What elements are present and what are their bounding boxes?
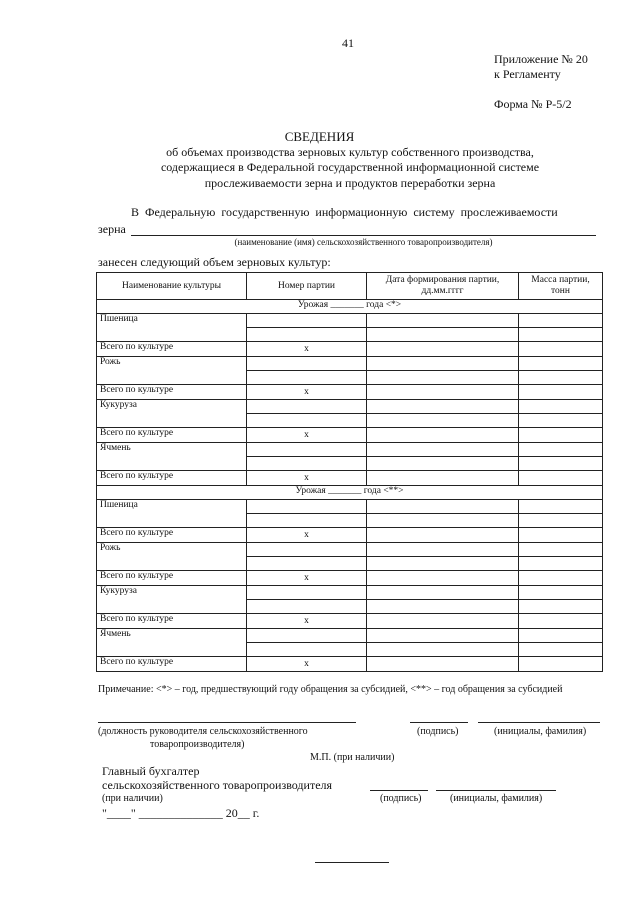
mass-cell[interactable] (519, 428, 603, 443)
appendix-line1: Приложение № 20 (494, 52, 588, 66)
col-header-crop: Наименование культуры (97, 273, 247, 300)
date-cell[interactable] (367, 557, 519, 571)
total-row (97, 528, 603, 543)
crop-name: Кукуруза (97, 400, 247, 428)
accountant-caption: (при наличии) (102, 793, 163, 804)
producer-name-caption: (наименование (имя) сельскохозяйственного товаропроизводителя) (234, 237, 493, 247)
col-header-mass: Масса партии, тонн (519, 273, 603, 300)
table-row (97, 629, 603, 643)
batch-cell[interactable] (247, 371, 367, 385)
total-mark: x (247, 385, 367, 400)
date-cell[interactable] (367, 342, 519, 357)
date-cell[interactable] (367, 528, 519, 543)
mass-cell[interactable] (519, 328, 603, 342)
col-header-date: Дата формирования партии, дд.мм.гггг (367, 273, 519, 300)
accountant-line2: сельскохозяйственного товаропроизводителя (102, 778, 333, 792)
total-mark: x (247, 342, 367, 357)
appendix-line2: к Регламенту (494, 67, 561, 81)
grain-volume-table (96, 272, 603, 672)
mass-cell[interactable] (519, 414, 603, 428)
crop-name: Ячмень (97, 629, 247, 657)
accountant-initials-field[interactable] (436, 790, 556, 791)
total-row (97, 571, 603, 586)
intro-line2-prefix: зерна (98, 222, 126, 236)
crop-name: Кукуруза (97, 586, 247, 614)
batch-cell[interactable] (247, 557, 367, 571)
batch-cell[interactable] (247, 457, 367, 471)
table-row (97, 357, 603, 371)
footnote: Примечание: <*> – год, предшествующий году обращения за субсидией, <**> – год обращения за субсидией (98, 684, 563, 695)
batch-cell[interactable] (247, 500, 367, 514)
page-number: 41 (342, 36, 354, 50)
total-label: Всего по культуре (97, 657, 247, 672)
total-label: Всего по культуре (97, 385, 247, 400)
mass-cell[interactable] (519, 500, 603, 514)
mass-cell[interactable] (519, 586, 603, 600)
batch-cell[interactable] (247, 543, 367, 557)
date-cell[interactable] (367, 586, 519, 600)
form-number: Форма № Р-5/2 (494, 97, 572, 111)
col-header-batch: Номер партии (247, 273, 367, 300)
year1-row (97, 300, 603, 314)
total-mark: x (247, 428, 367, 443)
table-header-row (97, 273, 603, 300)
date-cell[interactable] (367, 371, 519, 385)
date-cell[interactable] (367, 614, 519, 629)
date-cell[interactable] (367, 571, 519, 586)
date-cell[interactable] (367, 643, 519, 657)
date-cell[interactable] (367, 471, 519, 486)
total-mark: x (247, 657, 367, 672)
accountant-signature-caption: (подпись) (380, 793, 422, 804)
batch-cell[interactable] (247, 443, 367, 457)
mass-cell[interactable] (519, 514, 603, 528)
batch-cell[interactable] (247, 586, 367, 600)
total-label: Всего по культуре (97, 528, 247, 543)
producer-name-field[interactable] (131, 235, 596, 236)
title-line1: об объемах производства зерновых культур собственного производства, (166, 145, 534, 159)
date-cell[interactable] (367, 414, 519, 428)
head-initials-field[interactable] (478, 722, 600, 723)
total-label: Всего по культуре (97, 471, 247, 486)
total-row (97, 657, 603, 672)
table-row (97, 443, 603, 457)
table-row (97, 500, 603, 514)
head-caption-2: товаропроизводителя) (150, 739, 245, 750)
bottom-divider (315, 862, 389, 863)
mass-cell[interactable] (519, 457, 603, 471)
date-cell[interactable] (367, 629, 519, 643)
table-row (97, 314, 603, 328)
title-line2: содержащиеся в Федеральной государственной информационной системе (160, 160, 540, 174)
year1-label: Урожая _______ года <*> (97, 300, 603, 314)
date-cell[interactable] (367, 385, 519, 400)
year2-label: Урожая _______ года <**> (97, 486, 603, 500)
date-cell[interactable] (367, 514, 519, 528)
batch-cell[interactable] (247, 514, 367, 528)
intro-line1: В Федеральную государственную информационную систему прослеживаемости (131, 205, 558, 219)
mass-cell[interactable] (519, 400, 603, 414)
crop-name: Пшеница (97, 314, 247, 342)
accountant-signature-field[interactable] (370, 790, 428, 791)
date-cell[interactable] (367, 400, 519, 414)
table-row (97, 586, 603, 600)
batch-cell[interactable] (247, 400, 367, 414)
mass-cell[interactable] (519, 371, 603, 385)
mass-cell[interactable] (519, 557, 603, 571)
mass-cell[interactable] (519, 629, 603, 643)
total-row (97, 385, 603, 400)
mass-cell[interactable] (519, 314, 603, 328)
crop-name: Рожь (97, 543, 247, 571)
mass-cell[interactable] (519, 528, 603, 543)
date-cell[interactable] (367, 314, 519, 328)
mass-cell[interactable] (519, 600, 603, 614)
crop-name: Ячмень (97, 443, 247, 471)
date-cell[interactable] (367, 428, 519, 443)
batch-cell[interactable] (247, 600, 367, 614)
date-line[interactable]: "____" ______________ 20__ г. (102, 806, 260, 820)
total-label: Всего по культуре (97, 571, 247, 586)
batch-cell[interactable] (247, 414, 367, 428)
mass-cell[interactable] (519, 657, 603, 672)
date-cell[interactable] (367, 543, 519, 557)
date-cell[interactable] (367, 600, 519, 614)
mass-cell[interactable] (519, 443, 603, 457)
table-row (97, 543, 603, 557)
date-cell[interactable] (367, 357, 519, 371)
head-initials-caption: (инициалы, фамилия) (494, 726, 587, 737)
mass-cell[interactable] (519, 385, 603, 400)
total-mark: x (247, 471, 367, 486)
date-cell[interactable] (367, 500, 519, 514)
crop-name: Пшеница (97, 500, 247, 528)
batch-cell[interactable] (247, 314, 367, 328)
stamp-label: М.П. (при наличии) (310, 752, 395, 763)
total-row (97, 614, 603, 629)
mass-cell[interactable] (519, 543, 603, 557)
total-label: Всего по культуре (97, 614, 247, 629)
total-mark: x (247, 571, 367, 586)
head-signature-field[interactable] (410, 722, 468, 723)
head-signature-caption: (подпись) (417, 726, 459, 737)
mass-cell[interactable] (519, 643, 603, 657)
table-row (97, 400, 603, 414)
accountant-line1: Главный бухгалтер (102, 764, 200, 778)
total-mark: x (247, 528, 367, 543)
batch-cell[interactable] (247, 357, 367, 371)
batch-cell[interactable] (247, 328, 367, 342)
intro-line3: занесен следующий объем зерновых культур: (98, 255, 331, 269)
head-position-field[interactable] (98, 722, 356, 723)
total-label: Всего по культуре (97, 342, 247, 357)
mass-cell[interactable] (519, 614, 603, 629)
title-line3: прослеживаемости зерна и продуктов переработки зерна (204, 176, 496, 190)
mass-cell[interactable] (519, 571, 603, 586)
batch-cell[interactable] (247, 643, 367, 657)
date-cell[interactable] (367, 328, 519, 342)
mass-cell[interactable] (519, 342, 603, 357)
total-row (97, 428, 603, 443)
total-label: Всего по культуре (97, 428, 247, 443)
total-row (97, 342, 603, 357)
accountant-initials-caption: (инициалы, фамилия) (450, 793, 543, 804)
date-cell[interactable] (367, 457, 519, 471)
crop-name: Рожь (97, 357, 247, 385)
total-mark: x (247, 614, 367, 629)
title-heading: СВЕДЕНИЯ (284, 129, 355, 144)
date-cell[interactable] (367, 657, 519, 672)
head-caption-1: (должность руководителя сельскохозяйственного (98, 726, 308, 737)
batch-cell[interactable] (247, 629, 367, 643)
total-row (97, 471, 603, 486)
mass-cell[interactable] (519, 357, 603, 371)
date-cell[interactable] (367, 443, 519, 457)
mass-cell[interactable] (519, 471, 603, 486)
year2-row (97, 486, 603, 500)
